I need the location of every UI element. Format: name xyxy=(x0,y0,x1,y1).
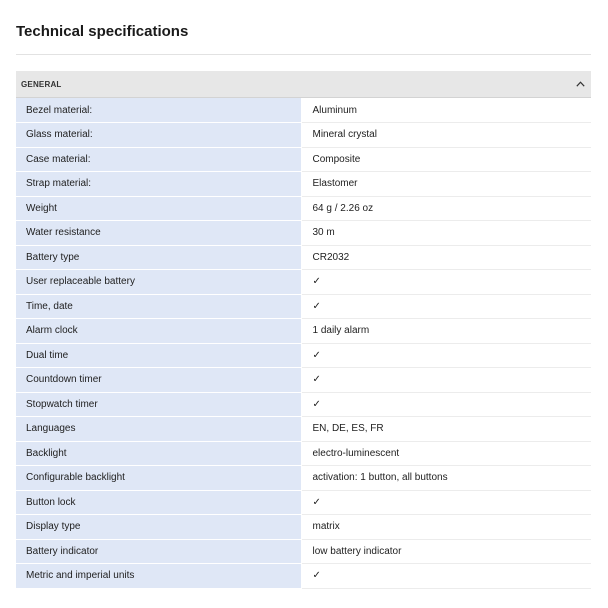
spec-value: activation: 1 button, all buttons xyxy=(301,466,591,491)
spec-value: 30 m xyxy=(301,221,591,246)
spec-value: Elastomer xyxy=(301,172,591,197)
checkmark-icon: ✓ xyxy=(301,270,591,295)
spec-label: Battery type xyxy=(16,245,301,270)
spec-value: CR2032 xyxy=(301,245,591,270)
spec-row xyxy=(16,368,591,393)
spec-label: Strap material: xyxy=(16,172,301,197)
spec-label: Dual time xyxy=(16,343,301,368)
spec-row xyxy=(16,539,591,564)
spec-value: 64 g / 2.26 oz xyxy=(301,196,591,221)
spec-row xyxy=(16,270,591,295)
spec-row xyxy=(16,196,591,221)
chevron-up-icon[interactable] xyxy=(575,79,585,89)
spec-row xyxy=(16,98,591,123)
checkmark-icon: ✓ xyxy=(301,392,591,417)
spec-value: low battery indicator xyxy=(301,539,591,564)
spec-label: Bezel material: xyxy=(16,98,301,123)
spec-label: Display type xyxy=(16,515,301,540)
spec-value: 1 daily alarm xyxy=(301,319,591,344)
spec-label: Water resistance xyxy=(16,221,301,246)
spec-row xyxy=(16,123,591,148)
spec-row xyxy=(16,564,591,589)
spec-row xyxy=(16,515,591,540)
spec-row xyxy=(16,294,591,319)
spec-value: Mineral crystal xyxy=(301,123,591,148)
spec-label: Time, date xyxy=(16,294,301,319)
spec-row xyxy=(16,417,591,442)
spec-label: Backlight xyxy=(16,441,301,466)
spec-label: Countdown timer xyxy=(16,368,301,393)
spec-row xyxy=(16,490,591,515)
spec-value: Aluminum xyxy=(301,98,591,123)
spec-table-body xyxy=(16,98,591,588)
spec-row xyxy=(16,245,591,270)
spec-value: Composite xyxy=(301,147,591,172)
spec-value: EN, DE, ES, FR xyxy=(301,417,591,442)
spec-label: Configurable backlight xyxy=(16,466,301,491)
section-header-general[interactable] xyxy=(16,71,591,98)
spec-label: Button lock xyxy=(16,490,301,515)
spec-label: Glass material: xyxy=(16,123,301,148)
spec-row xyxy=(16,221,591,246)
spec-row xyxy=(16,466,591,491)
spec-label: Weight xyxy=(16,196,301,221)
specs-panel xyxy=(16,71,591,589)
spec-row xyxy=(16,441,591,466)
section-title: GENERAL xyxy=(21,79,62,89)
spec-row xyxy=(16,147,591,172)
title-divider xyxy=(16,54,591,55)
checkmark-icon: ✓ xyxy=(301,490,591,515)
checkmark-icon: ✓ xyxy=(301,368,591,393)
spec-label: Stopwatch timer xyxy=(16,392,301,417)
checkmark-icon: ✓ xyxy=(301,343,591,368)
spec-label: User replaceable battery xyxy=(16,270,301,295)
checkmark-icon: ✓ xyxy=(301,564,591,589)
spec-label: Languages xyxy=(16,417,301,442)
spec-row xyxy=(16,172,591,197)
spec-table xyxy=(16,98,591,589)
spec-value: matrix xyxy=(301,515,591,540)
spec-row xyxy=(16,319,591,344)
spec-value: electro-luminescent xyxy=(301,441,591,466)
spec-label: Battery indicator xyxy=(16,539,301,564)
spec-row xyxy=(16,392,591,417)
checkmark-icon: ✓ xyxy=(301,294,591,319)
spec-label: Case material: xyxy=(16,147,301,172)
spec-row xyxy=(16,343,591,368)
page-title: Technical specifications xyxy=(16,23,189,40)
spec-label: Alarm clock xyxy=(16,319,301,344)
spec-label: Metric and imperial units xyxy=(16,564,301,589)
